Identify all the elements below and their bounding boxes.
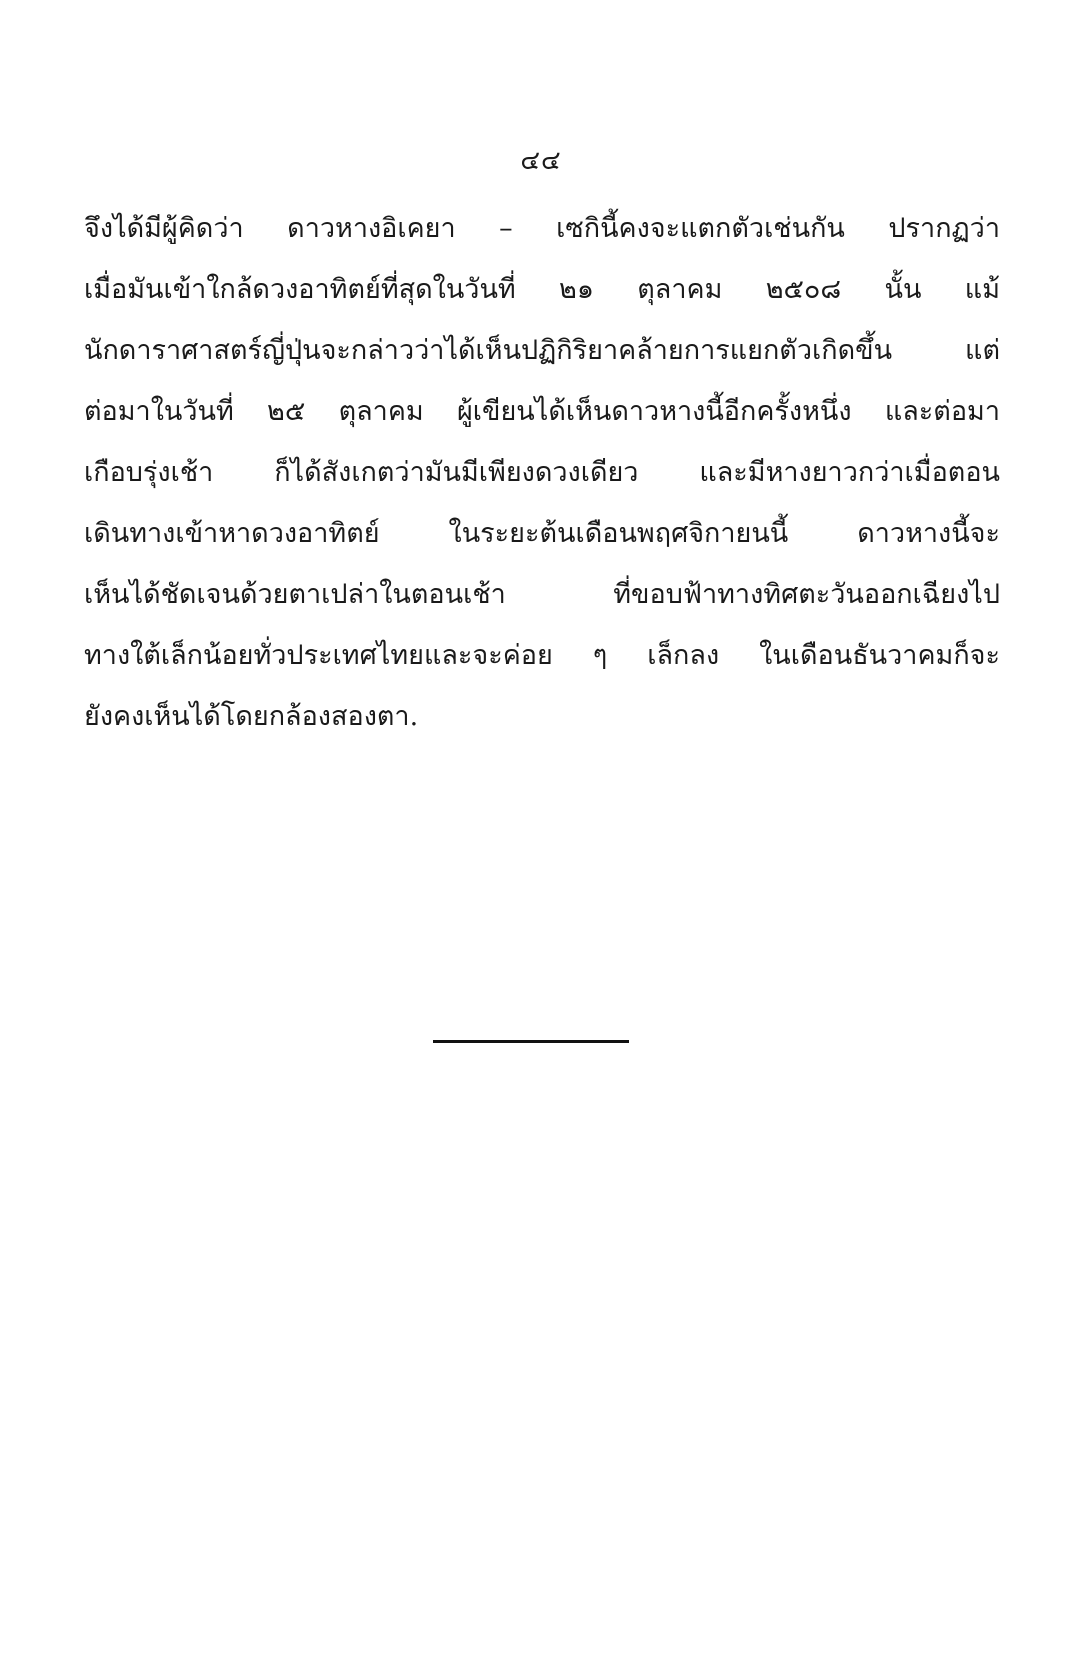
paragraph-line: เมื่อมันเข้าใกล้ดวงอาทิตย์ที่สุดในวันที่ ๒๑ ตุลาคม ๒๕๐๘ นั้น แม้ (84, 274, 1000, 305)
section-divider (433, 1040, 629, 1043)
paragraph-line: ยังคงเห็นได้โดยกล้องสองตา. (84, 701, 419, 732)
paragraph-line: เกือบรุ่งเช้า ก็ได้สังเกตว่ามันมีเพียงดวงเดียว และมีหางยาวกว่าเมื่อตอน (84, 457, 1000, 488)
paragraph-line: ต่อมาในวันที่ ๒๕ ตุลาคม ผู้เขียนได้เห็นดาวหางนี้อีกครั้งหนึ่ง และต่อมา (84, 396, 1000, 427)
body-paragraph (84, 198, 1000, 747)
paragraph-line: นักดาราศาสตร์ญี่ปุ่นจะกล่าวว่าได้เห็นปฏิกิริยาคล้ายการแยกตัวเกิดขึ้น แต่ (84, 335, 1000, 366)
paragraph-line: ทางใต้เล็กน้อยทั่วประเทศไทยและจะค่อย ๆ เล็กลง ในเดือนธันวาคมก็จะ (84, 640, 1000, 671)
paragraph-line: เดินทางเข้าหาดวงอาทิตย์ ในระยะต้นเดือนพฤศจิกายนนี้ ดาวหางนี้จะ (84, 518, 1000, 549)
paragraph-line: เห็นได้ชัดเจนด้วยตาเปล่าในตอนเช้า ที่ขอบฟ้าทางทิศตะวันออกเฉียงไป (84, 579, 1000, 610)
page-number: ๔๔ (520, 146, 562, 176)
paragraph-line: จึงได้มีผู้คิดว่า ดาวหางอิเคยา – เซกินี้คงจะแตกตัวเช่นกัน ปรากฏว่า (84, 213, 1000, 244)
